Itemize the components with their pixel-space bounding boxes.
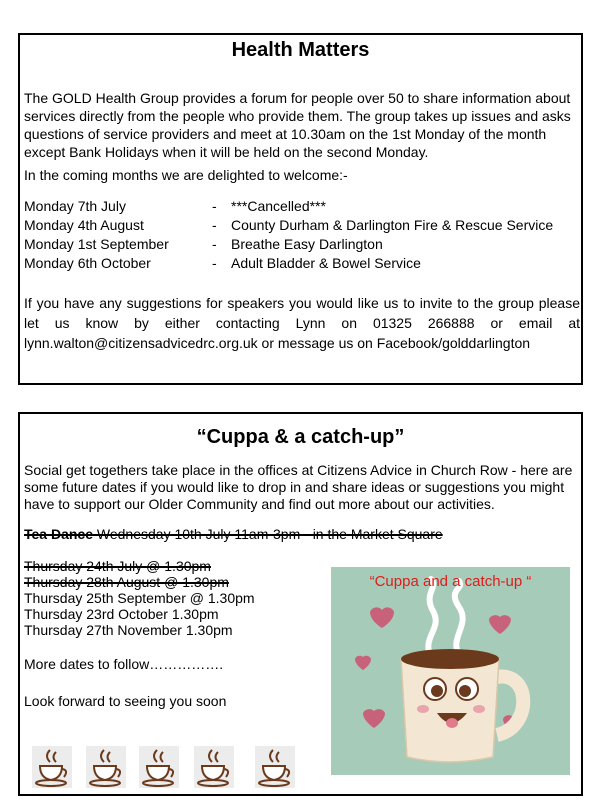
cuppa-illustration (331, 567, 570, 775)
schedule-event: County Durham & Darlington Fire & Rescue Service (231, 217, 554, 233)
cuppa-intro: Social get togethers take place in the offices at Citizens Advice in Church Row - here are some future dates if you would like to drop in and share ideas or suggestions you might have to support our Older Community and find out more about our activities. (24, 462, 573, 512)
schedule-dash: - (212, 217, 217, 233)
tea-dance-label: Tea Dance (24, 526, 93, 542)
schedule-dash: - (212, 255, 217, 271)
date-item: Thursday 27th November 1.30pm (24, 622, 233, 638)
health-matters-box (18, 33, 583, 385)
schedule-dash: - (212, 198, 217, 214)
welcome-line: In the coming months we are delighted to welcome:- (24, 167, 348, 183)
date-item: Thursday 23rd October 1.30pm (24, 606, 219, 622)
schedule-date: Monday 6th October (24, 255, 151, 271)
schedule-date: Monday 7th July (24, 198, 126, 214)
cuppa-catch-up-box (18, 412, 583, 796)
schedule-date: Monday 1st September (24, 236, 169, 252)
smiling-mug-icon (331, 567, 570, 775)
coffee-cup-icon (32, 746, 72, 788)
suggestions-text: If you have any suggestions for speakers you would like us to invite to the group please let us know by either contacting Lynn on 01325 266888 or email at lynn.walton@citizensadvicedrc.org.uk or message us on Facebook/golddarlington (24, 295, 580, 351)
health-matters-title: Health Matters (231, 39, 370, 61)
schedule-event: Breathe Easy Darlington (231, 236, 383, 252)
date-item: Thursday 25th September @ 1.30pm (24, 590, 255, 606)
tea-dance-line (24, 525, 443, 543)
schedule-event: Adult Bladder & Bowel Service (231, 255, 421, 271)
coffee-cup-icon (139, 746, 179, 788)
illustration-caption: “Cuppa and a catch-up “ (369, 573, 532, 590)
cuppa-title: “Cuppa & a catch-up” (196, 426, 405, 448)
more-dates: More dates to follow……………. (24, 656, 224, 672)
health-intro: The GOLD Health Group provides a forum for people over 50 to share information about services directly from the people who provide them. The group takes up issues and asks questions of service providers and meet at 10.30am on the 1st Monday of the month except Bank Holidays when it will be held on the second Monday. (24, 90, 571, 160)
catch-up-dates (24, 558, 255, 638)
coffee-cup-icon (255, 746, 295, 788)
date-item-struck: Thursday 28th August @ 1.30pm (24, 574, 229, 590)
decorative-cups (32, 746, 307, 788)
coffee-cup-icon (194, 746, 234, 788)
tea-dance-text: Wednesday 10th July 11am-3pm - in the Market Square (93, 526, 443, 542)
schedule-dash: - (212, 236, 217, 252)
sign-off: Look forward to seeing you soon (24, 693, 227, 709)
schedule-event: ***Cancelled*** (231, 198, 326, 214)
schedule-date: Monday 4th August (24, 217, 144, 233)
coffee-cup-icon (86, 746, 126, 788)
date-item-struck: Thursday 24th July @ 1.30pm (24, 558, 211, 574)
